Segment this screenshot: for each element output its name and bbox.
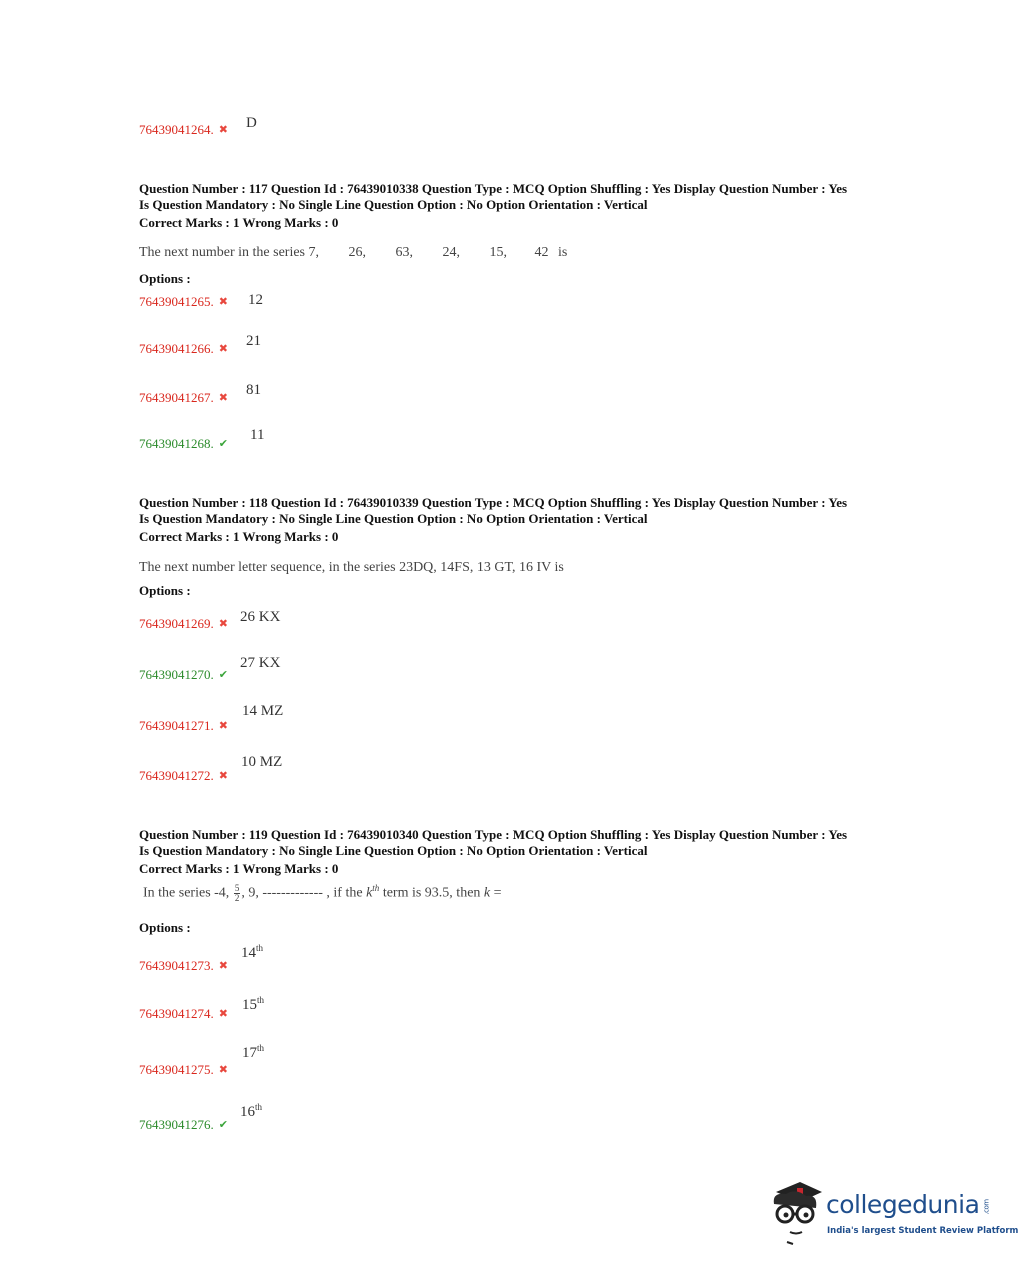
option-text: 27 KX [240, 655, 281, 671]
cross-icon: ✖ [218, 960, 228, 972]
option-text [240, 1102, 262, 1121]
cross-icon: ✖ [218, 720, 228, 732]
meta-line-1: Question Number : 119 Question Id : 76439010340 Question Type : MCQ Option Shuffling : Yes Display Question Number : Yes [139, 827, 848, 842]
options-label: Options : [139, 920, 191, 935]
question-part: , 9, ------------- , if the [241, 885, 363, 901]
option-text: 11 [250, 427, 265, 443]
series-term: 24, [442, 245, 461, 260]
question-part: = [493, 885, 502, 901]
series-term: is [558, 245, 568, 260]
option-row [139, 390, 228, 406]
cross-icon: ✖ [218, 296, 228, 308]
option-superscript: th [255, 1102, 263, 1112]
cross-icon: ✖ [218, 1008, 228, 1020]
option-id: 76439041270. [139, 667, 214, 682]
question-text: The next number letter sequence, in the series 23DQ, 14FS, 13 GT, 16 IV is [139, 560, 564, 575]
marks-line: Correct Marks : 1 Wrong Marks : 0 [139, 215, 339, 230]
option-superscript: th [256, 943, 264, 953]
question-text [139, 245, 567, 261]
cross-icon: ✖ [218, 124, 228, 136]
variable-k: k [366, 885, 373, 901]
collegedunia-logo [766, 1178, 1019, 1248]
option-id: 76439041265. [139, 294, 214, 309]
options-label: Options : [139, 583, 191, 598]
option-id: 76439041273. [139, 958, 214, 973]
fraction [234, 884, 241, 903]
series-term: 42 [534, 245, 549, 260]
meta-line-2: Is Question Mandatory : No Single Line Question Option : No Option Orientation : Vertical [139, 511, 648, 526]
option-row [139, 958, 228, 974]
option-text: 10 MZ [241, 754, 283, 770]
option-text: D [246, 115, 257, 131]
fraction-numerator: 5 [234, 882, 240, 893]
option-number: 15 [242, 997, 257, 1013]
logo-domain-suffix: .com [982, 1199, 991, 1215]
meta-line-1: Question Number : 117 Question Id : 76439010338 Question Type : MCQ Option Shuffling : Yes Display Question Number : Yes [139, 181, 848, 196]
option-text: 26 KX [240, 609, 281, 625]
option-text [241, 943, 263, 962]
option-id: 76439041268. [139, 436, 214, 451]
option-row [139, 341, 228, 357]
option-superscript: th [257, 1043, 265, 1053]
option-number: 17 [242, 1045, 257, 1061]
option-row [139, 122, 228, 138]
options-label: Options : [139, 271, 191, 286]
question-part: term is 93.5, then [382, 885, 481, 901]
check-icon: ✔ [218, 669, 228, 681]
superscript-th: th [372, 883, 380, 893]
option-row [139, 436, 228, 452]
meta-line-2: Is Question Mandatory : No Single Line Question Option : No Option Orientation : Vertical [139, 843, 648, 858]
cross-icon: ✖ [218, 770, 228, 782]
option-row [139, 1117, 228, 1133]
check-icon: ✔ [218, 438, 228, 450]
option-row [139, 616, 228, 632]
meta-line-2: Is Question Mandatory : No Single Line Question Option : No Option Orientation : Vertical [139, 197, 648, 212]
option-id: 76439041272. [139, 768, 214, 783]
cross-icon: ✖ [218, 1064, 228, 1076]
question-part: In the series -4, [143, 885, 230, 901]
option-id: 76439041276. [139, 1117, 214, 1132]
option-row [139, 768, 228, 784]
option-id: 76439041267. [139, 390, 214, 405]
series-term: 26, [348, 245, 367, 260]
cross-icon: ✖ [218, 392, 228, 404]
option-row [139, 1006, 228, 1022]
series-term: 15, [489, 245, 508, 260]
marks-line: Correct Marks : 1 Wrong Marks : 0 [139, 529, 339, 544]
option-text [242, 1043, 264, 1062]
series-term: 63, [395, 245, 414, 260]
option-superscript: th [257, 995, 265, 1005]
question-meta [139, 495, 847, 527]
marks-line: Correct Marks : 1 Wrong Marks : 0 [139, 861, 339, 876]
logo-tagline: India's largest Student Review Platform [827, 1226, 1019, 1236]
mascot-icon [766, 1178, 828, 1246]
option-text: 21 [246, 333, 261, 349]
option-row [139, 294, 228, 310]
logo-name [826, 1190, 995, 1219]
cross-icon: ✖ [218, 343, 228, 355]
fraction-denominator: 2 [234, 892, 240, 903]
option-text: 81 [246, 382, 261, 398]
question-meta [139, 181, 847, 213]
option-id: 76439041264. [139, 122, 214, 137]
option-id: 76439041274. [139, 1006, 214, 1021]
option-row [139, 1062, 228, 1078]
question-text [143, 883, 502, 903]
meta-line-1: Question Number : 118 Question Id : 76439010339 Question Type : MCQ Option Shuffling : Yes Display Question Number : Yes [139, 495, 848, 510]
option-text: 14 MZ [242, 703, 284, 719]
option-id: 76439041271. [139, 718, 214, 733]
option-id: 76439041269. [139, 616, 214, 631]
option-text [242, 995, 264, 1014]
variable-k: k [483, 885, 491, 901]
option-row [139, 667, 228, 683]
cross-icon: ✖ [218, 618, 228, 630]
option-id: 76439041266. [139, 341, 214, 356]
question-meta [139, 827, 847, 859]
option-id: 76439041275. [139, 1062, 214, 1077]
option-row [139, 718, 228, 734]
option-text: 12 [248, 292, 263, 308]
option-number: 14 [241, 945, 256, 961]
logo-wordmark: collegedunia [826, 1190, 980, 1219]
option-number: 16 [240, 1104, 255, 1120]
check-icon: ✔ [218, 1119, 228, 1131]
question-prefix: The next number in the series 7, [139, 245, 320, 260]
